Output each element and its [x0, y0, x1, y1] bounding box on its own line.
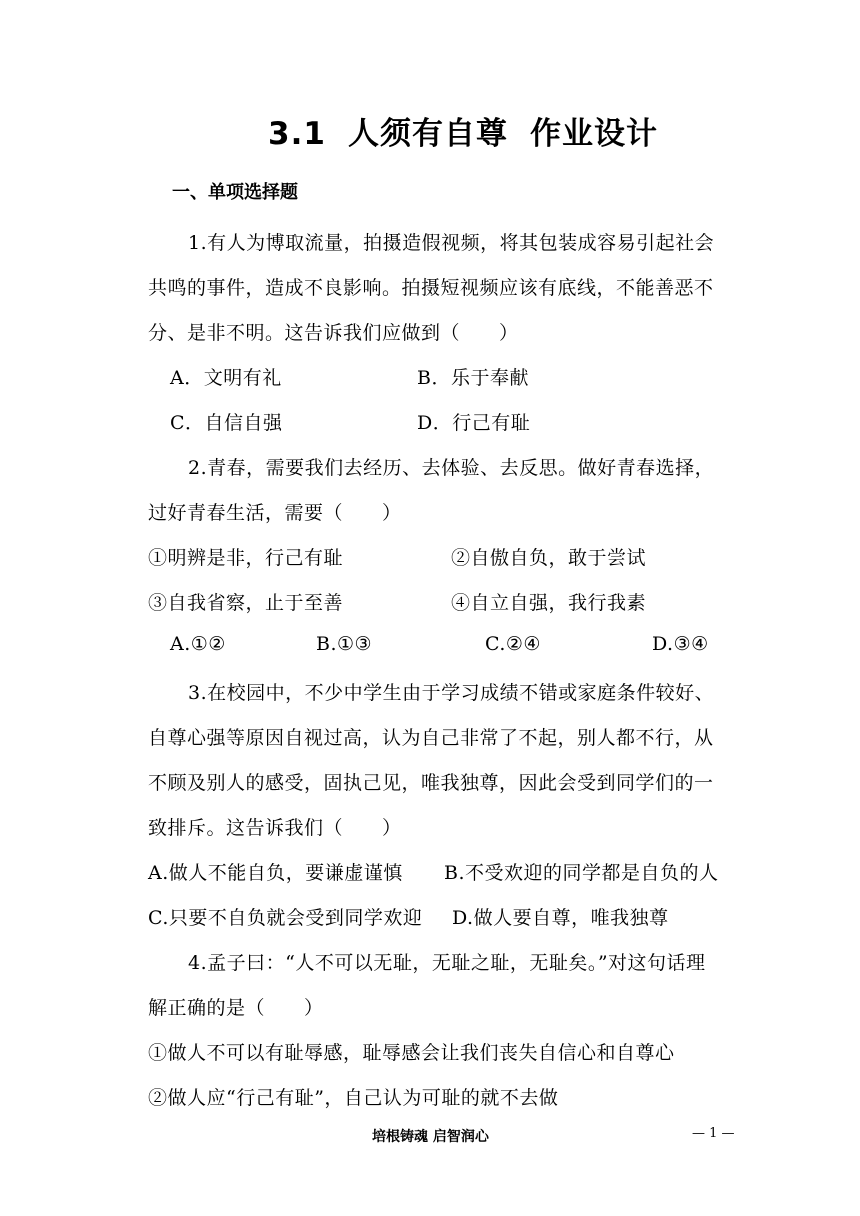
- q2-option-a: A.①②: [170, 633, 226, 655]
- q4-item-2: ②做人应“行己有耻”，自己认为可耻的就不去做: [148, 1087, 559, 1109]
- page-number: — 1 —: [692, 1126, 735, 1141]
- q2-item-4: ④自立自强，我行我素: [451, 592, 647, 614]
- q3-option-a: A.做人不能自负，要谦虚谨慎: [148, 862, 403, 884]
- section-heading: 一、单项选择题: [172, 182, 298, 203]
- q2-line-2: 过好青春生活，需要（ ）: [148, 502, 402, 524]
- q3-option-b: B.不受欢迎的同学都是自负的人: [444, 862, 719, 884]
- q2-line-1: 2.青春，需要我们去经历、去体验、去反思。做好青春选择，: [188, 457, 715, 479]
- q1-option-c: C．自信自强: [170, 412, 283, 434]
- q4-line-2: 解正确的是（ ）: [148, 997, 324, 1019]
- q3-option-c: C.只要不自负就会受到同学欢迎: [148, 907, 423, 929]
- page-title: [0, 108, 860, 153]
- q1-line-1: 1.有人为博取流量，拍摄造假视频，将其包装成容易引起社会: [188, 232, 715, 254]
- q1-option-a: A．文明有礼: [170, 367, 282, 389]
- q3-option-d: D.做人要自尊，唯我独尊: [452, 907, 669, 929]
- q3-line-3: 不顾及别人的感受，固执己见，唯我独尊，因此会受到同学们的一: [148, 772, 714, 794]
- q4-line-1: 4.孟子曰：“人不可以无耻，无耻之耻，无耻矣。”对这句话理: [188, 952, 706, 974]
- q1-line-3: 分、是非不明。这告诉我们应做到（ ）: [148, 322, 519, 344]
- q2-item-2: ②自傲自负，敢于尝试: [451, 547, 647, 569]
- footer-motto: 培根铸魂 启智润心: [372, 1129, 489, 1145]
- q4-item-1: ①做人不可以有耻辱感，耻辱感会让我们丧失自信心和自尊心: [148, 1042, 675, 1064]
- title-sub: 作业设计: [529, 116, 658, 152]
- q1-line-2: 共鸣的事件，造成不良影响。拍摄短视频应该有底线，不能善恶不: [148, 277, 714, 299]
- q2-option-c: C.②④: [485, 633, 541, 655]
- q3-line-2: 自尊心强等原因自视过高，认为自己非常了不起，别人都不行，从: [148, 727, 714, 749]
- q3-line-1: 3.在校园中，不少中学生由于学习成绩不错或家庭条件较好、: [188, 682, 715, 704]
- q3-line-4: 致排斥。这告诉我们（ ）: [148, 817, 402, 839]
- q2-item-3: ③自我省察，止于至善: [148, 592, 344, 614]
- title-main: 人须有自尊: [347, 116, 508, 152]
- q2-option-b: B.①③: [316, 633, 373, 655]
- title-number: 3.1: [268, 116, 326, 152]
- q2-option-d: D.③④: [652, 633, 709, 655]
- q1-option-d: D．行己有耻: [417, 412, 531, 434]
- q1-option-b: B．乐于奉献: [417, 367, 529, 389]
- q2-item-1: ①明辨是非，行己有耻: [148, 547, 344, 569]
